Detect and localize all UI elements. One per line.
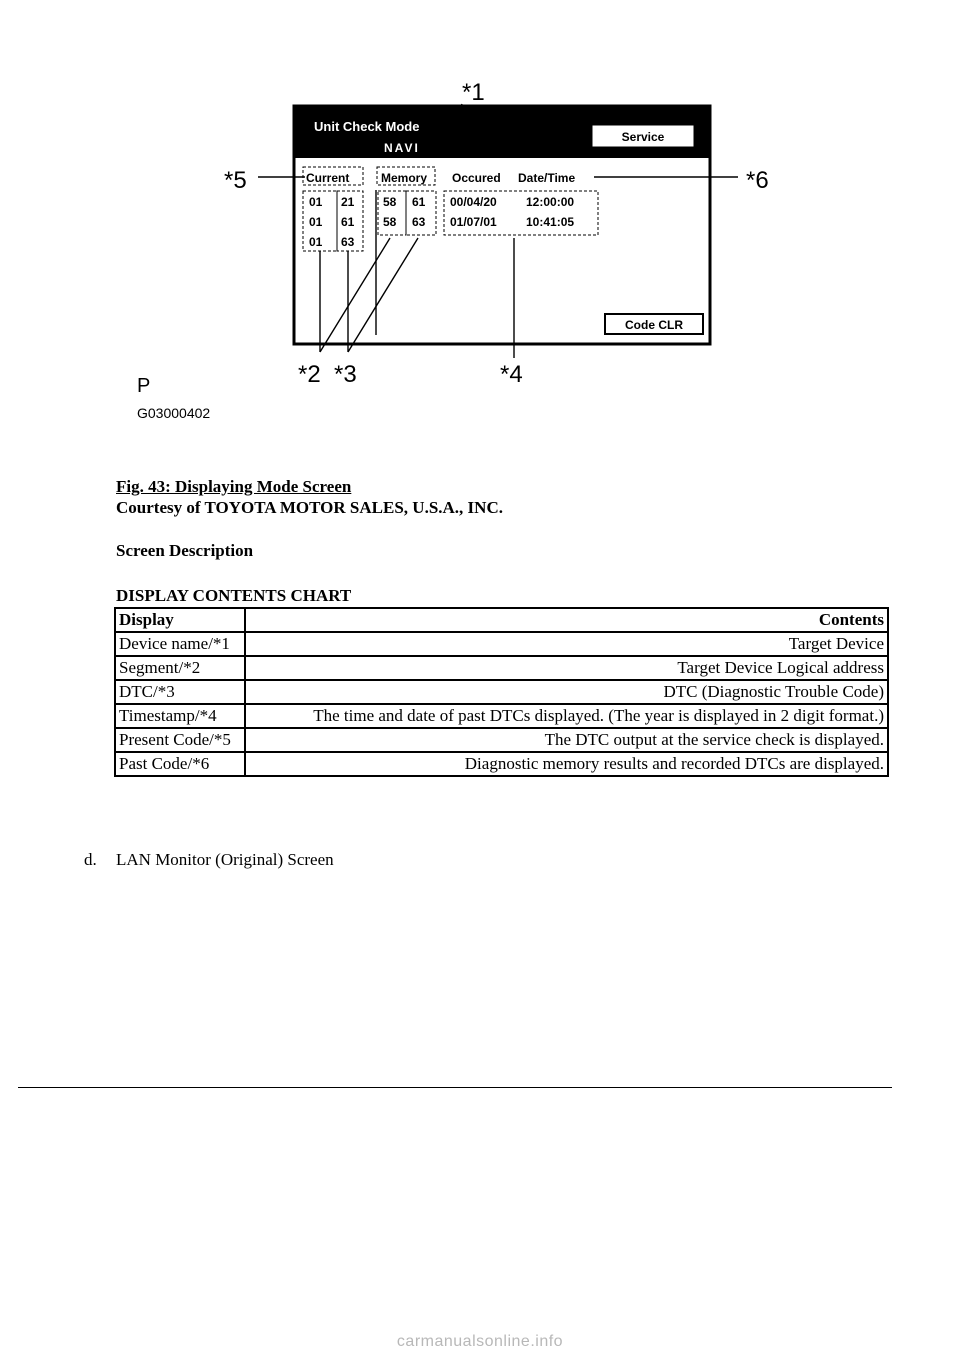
step-text: LAN Monitor (Original) Screen [116,850,334,869]
memory-row-1-seg: 58 [383,195,397,209]
timestamp-row-2-time: 10:41:05 [526,215,575,229]
cell-display: Device name/*1 [115,632,245,656]
callout-4: *4 [500,361,523,388]
table-row [115,632,888,656]
cell-contents: The time and date of past DTCs displayed. (The year is displayed in 2 digit format.) [245,704,888,728]
cell-contents: DTC (Diagnostic Trouble Code) [245,680,888,704]
col-occurred: Occured [452,171,501,185]
table-row [115,704,888,728]
header-contents: Contents [245,608,888,632]
chart-heading: DISPLAY CONTENTS CHART [116,586,352,605]
mode-title: Unit Check Mode [314,119,420,134]
table-row [115,728,888,752]
cell-display: Segment/*2 [115,656,245,680]
memory-row-1-dtc: 61 [412,195,426,209]
timestamp-row-1-date: 00/04/20 [450,195,497,209]
table-row [115,680,888,704]
current-row-3-dtc: 63 [341,235,355,249]
figure-title[interactable]: Fig. 43: Displaying Mode Screen [116,477,352,496]
current-row-3-seg: 01 [309,235,323,249]
service-button-label: Service [621,130,665,144]
col-datetime: Date/Time [518,171,576,185]
current-row-2-dtc: 61 [341,215,355,229]
col-current: Current [306,171,350,185]
col-memory: Memory [381,171,428,185]
table-row [115,752,888,776]
watermark: carmanualsonline.info [396,1333,564,1350]
callout-1: *1 [462,79,485,106]
cell-contents: The DTC output at the service check is displayed. [245,728,888,752]
corner-letter: P [137,375,151,397]
callout-5: *5 [224,167,247,194]
cell-contents: Target Device [245,632,888,656]
cell-display: Timestamp/*4 [115,704,245,728]
callout-6: *6 [746,167,769,194]
current-row-1-seg: 01 [309,195,323,209]
code-clr-label: Code CLR [625,318,683,332]
memory-row-2-dtc: 63 [412,215,426,229]
figure-code: G03000402 [137,405,211,421]
cell-display: Present Code/*5 [115,728,245,752]
cell-display: DTC/*3 [115,680,245,704]
current-row-2-seg: 01 [309,215,323,229]
table-header-row [115,608,888,632]
callout-3: *3 [334,361,357,388]
current-row-1-dtc: 21 [341,195,355,209]
figure-courtesy: Courtesy of TOYOTA MOTOR SALES, U.S.A., INC. [116,498,503,517]
cell-contents: Diagnostic memory results and recorded DTCs are displayed. [245,752,888,776]
page-divider [18,1087,892,1088]
timestamp-row-2-date: 01/07/01 [450,215,497,229]
screen-description-heading: Screen Description [116,541,254,560]
figure-caption [116,476,503,518]
display-contents-table [114,607,889,777]
figure-diagram [0,0,960,440]
cell-contents: Target Device Logical address [245,656,888,680]
memory-row-2-seg: 58 [383,215,397,229]
timestamp-row-1-time: 12:00:00 [526,195,575,209]
callout-2: *2 [298,361,321,388]
header-display: Display [115,608,245,632]
table-row [115,656,888,680]
step-item [84,850,334,870]
device-label: NAVI [384,141,420,155]
step-letter: d. [84,850,97,869]
cell-display: Past Code/*6 [115,752,245,776]
